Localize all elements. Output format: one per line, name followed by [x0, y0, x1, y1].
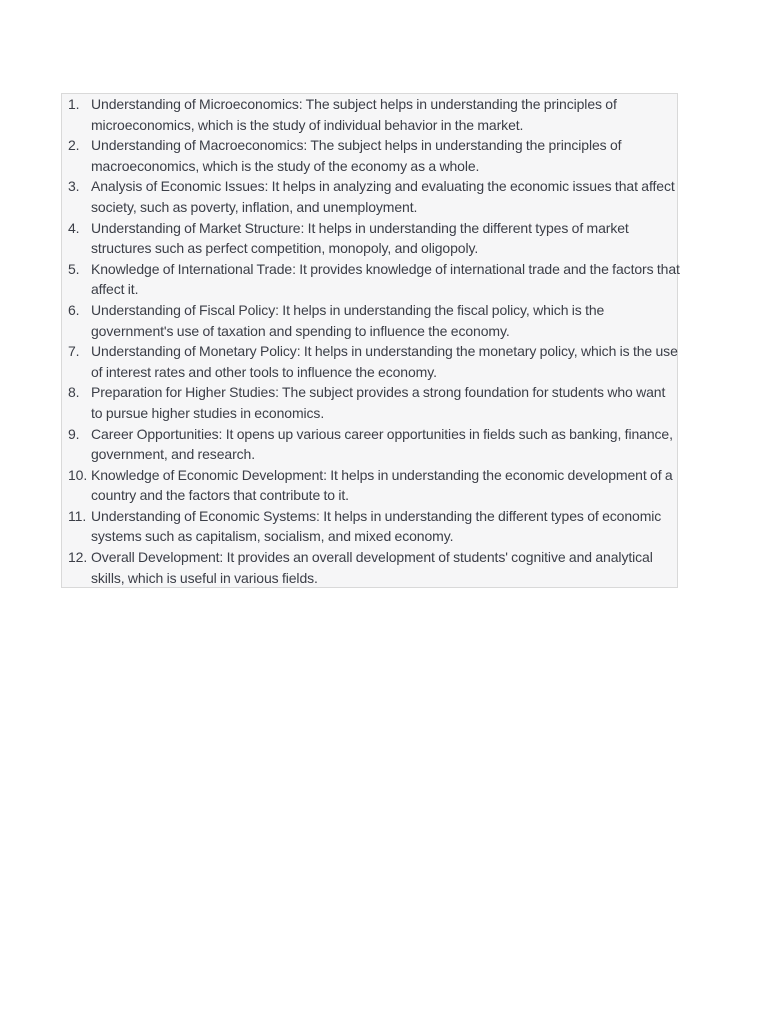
list-item-text: Understanding of Microeconomics: The subject helps in understanding the principles of microeconomics, which is the study of individual behavior in the market. — [91, 96, 617, 133]
list-item-number: 10. — [68, 466, 88, 483]
list-item-text: Understanding of Market Structure: It helps in understanding the different types of market structures such as perfect competition, monopoly, and oligopoly. — [91, 219, 629, 257]
list-item — [68, 259, 680, 300]
list-item — [68, 176, 680, 217]
list-item-number: 7. — [68, 343, 80, 360]
list-item-number: 5. — [68, 260, 80, 277]
list-item — [68, 465, 680, 506]
list-item-text: Understanding of Economic Systems: It helps in understanding the different types of economic systems such as capitalism, socialism, and mixed economy. — [91, 507, 662, 545]
list-item-text: Knowledge of International Trade: It provides knowledge of international trade and the factors that affect it. — [91, 260, 680, 298]
list-item-number: 4. — [68, 219, 80, 236]
list-item — [68, 506, 680, 547]
list-item — [68, 300, 680, 341]
list-item-text: Preparation for Higher Studies: The subject provides a strong foundation for students who want to pursue higher studies in economics. — [91, 384, 666, 421]
list-item-number: 9. — [68, 425, 80, 442]
list-item-number: 11. — [68, 507, 87, 524]
list-item-number: 8. — [68, 384, 80, 401]
list-item — [68, 547, 680, 588]
document-content-box — [61, 93, 678, 588]
list-item-text: Understanding of Monetary Policy: It helps in understanding the monetary policy, which is the use of interest rates and other tools to influence the economy. — [91, 343, 678, 380]
list-item-text: Overall Development: It provides an overall development of students' cognitive and analytical skills, which is useful in various fields. — [91, 549, 653, 586]
list-item — [68, 218, 680, 259]
list-item-text: Career Opportunities: It opens up various career opportunities in fields such as banking, finance, government, and research. — [91, 425, 673, 463]
numbered-list — [68, 94, 680, 588]
list-item-number: 1. — [68, 96, 80, 112]
list-item — [68, 94, 680, 135]
list-item-number: 12. — [68, 549, 88, 566]
list-item-number: 6. — [68, 301, 80, 318]
list-item-text: Knowledge of Economic Development: It helps in understanding the economic development of a country and the factors that contribute to it. — [91, 466, 673, 504]
list-item-text: Understanding of Macroeconomics: The subject helps in understanding the principles of macroeconomics, which is the study of the economy as a whole. — [91, 137, 622, 174]
list-item — [68, 341, 680, 382]
list-item — [68, 135, 680, 176]
list-item-text: Understanding of Fiscal Policy: It helps in understanding the fiscal policy, which is the government's use of taxation and spending to influence the economy. — [91, 301, 605, 339]
list-item-number: 3. — [68, 178, 80, 195]
list-item-text: Analysis of Economic Issues: It helps in analyzing and evaluating the economic issues that affect society, such as poverty, inflation, and unemployment. — [91, 178, 675, 215]
list-item — [68, 382, 680, 423]
list-item — [68, 424, 680, 465]
list-item-number: 2. — [68, 137, 80, 154]
